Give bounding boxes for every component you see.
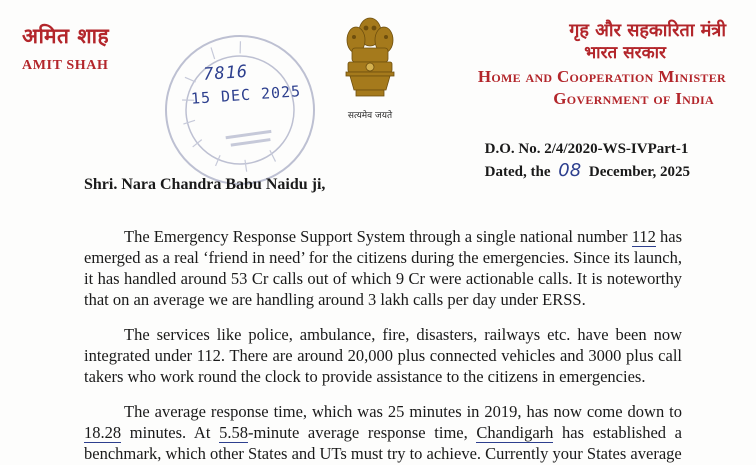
government-title-english: Government of India	[553, 89, 714, 108]
paragraph-1	[84, 226, 682, 310]
sender-name-block	[22, 22, 109, 74]
p3-text-a: The average response time, which was 25 minutes in 2019, has now come down to	[124, 402, 682, 421]
salutation: Shri. Nara Chandra Babu Naidu ji,	[84, 176, 326, 193]
p3-underlined-place: Chandigarh	[476, 423, 554, 442]
emblem-motto: सत्यमेव जयते	[347, 111, 393, 121]
national-emblem	[330, 10, 410, 125]
date-line	[485, 160, 690, 183]
date-suffix: December, 2025	[588, 164, 690, 180]
paragraph-2: The services like police, ambulance, fire, disasters, railways etc. have been now integrated under 112. There are around 20,000 plus connected vehicles and 3000 plus call takers who work round the clock to provide assistance to the citizens in emergencies.	[84, 325, 682, 386]
sender-name-hindi: अमित शाह	[22, 24, 110, 48]
government-title-hindi: भारत सरकार	[584, 43, 666, 63]
stamp-handwriting	[189, 58, 302, 108]
do-number: D.O. No. 2/4/2020-WS-IVPart-1	[484, 141, 689, 157]
p1-underlined-number: 112	[631, 227, 656, 246]
reference-block	[485, 138, 690, 183]
date-day-handwritten: 08	[558, 160, 582, 181]
received-stamp-seal	[150, 20, 331, 201]
p3-text-b: minutes. At	[121, 423, 220, 442]
p3-underlined-number-1: 18.28	[84, 423, 122, 442]
p3-text-c: -minute average response time,	[247, 423, 477, 442]
ministry-title-english: Home and Cooperation Minister	[477, 67, 726, 86]
date-prefix: Dated, the	[484, 164, 551, 180]
p1-text-b: has emerged as a real ‘friend in need’ for the citizens during the emergencies. Since its launch, it has handled around 53 Cr calls out of which 9 Cr were actionable calls. It is noteworthy that on an average we are handling around 3 lakh calls per day under ERSS.	[84, 227, 682, 309]
ministry-title-hindi: गृह और सहकारिता मंत्री	[569, 20, 726, 41]
letter-body	[84, 226, 682, 465]
p3-text-d: has established a benchmark, which other States and UTs must try to achieve. Currently your States average	[84, 423, 683, 463]
lion-capital-icon	[342, 10, 398, 106]
ministry-title-block	[478, 20, 726, 110]
stamp-date: 15 DEC 2025	[190, 82, 302, 108]
paragraph-3	[84, 401, 682, 464]
stamp-number: 7816	[202, 61, 249, 85]
sender-name-english: AMIT SHAH	[22, 58, 109, 73]
p1-text-a: The Emergency Response Support System through a single national number	[124, 227, 632, 246]
p3-underlined-number-2: 5.58	[219, 423, 248, 442]
